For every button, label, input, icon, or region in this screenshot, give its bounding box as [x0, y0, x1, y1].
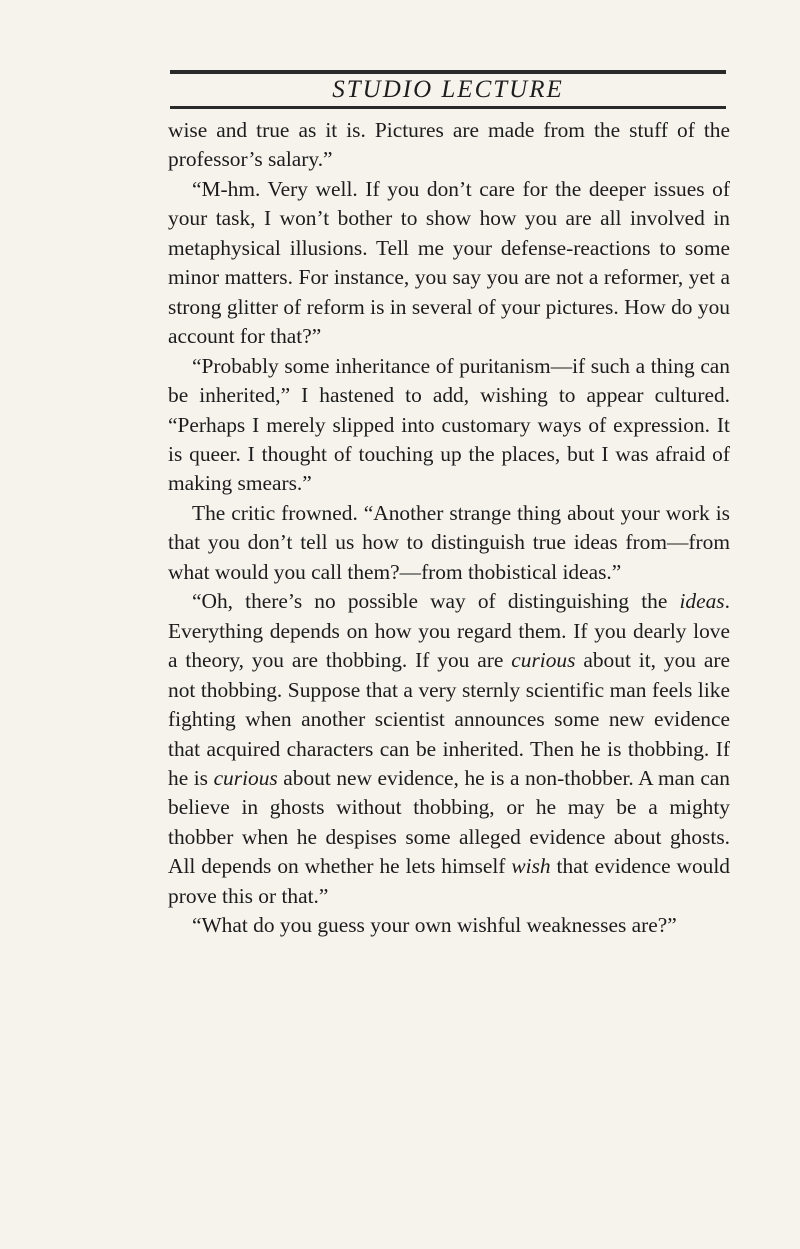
paragraph [168, 499, 730, 587]
paragraph [168, 116, 730, 175]
text-segment: about new evidence, he is a non-thobber. A man can believe in ghosts without thobbing, or he may be a mighty thobber when he despises some alleged evidence about ghosts. All depends on whether he lets himself [168, 765, 730, 879]
paragraph [168, 911, 730, 940]
text-segment: about it, you are not thobbing. Suppose that a very sternly scientific man feels like fighting when another scientist announces some new evidence that acquired characters can be inherited. Then he is thobbing. If he is [168, 648, 730, 790]
italic-emphasis: wish [511, 854, 551, 879]
paragraph [168, 352, 730, 499]
header-rule-bottom [170, 106, 726, 109]
text-segment: wise and true as it is. Pictures are made from the stuff of the professor’s salary.” [168, 118, 730, 172]
text-segment: that evidence would prove this or that.” [168, 854, 730, 908]
italic-emphasis: curious [511, 648, 576, 673]
paragraph [168, 587, 730, 911]
text-segment: “What do you guess your own wishful weaknesses are?” [192, 913, 677, 938]
running-head-title: STUDIO LECTURE [332, 76, 564, 103]
body-text [168, 116, 730, 941]
text-segment: “Oh, there’s no possible way of distinguishing the [192, 589, 680, 614]
italic-emphasis: ideas [679, 589, 725, 614]
text-segment: “Probably some inheritance of puritanism—if such a thing can be inherited,” I hastened to add, wishing to appear cultured. “Perhaps I merely slipped into customary ways of expression. It is queer. I thought of touching up the places, but I was afraid of making smears.” [168, 353, 730, 496]
text-segment: “M-hm. Very well. If you don’t care for the deeper issues of your task, I won’t bother to show how you are all involved in metaphysical illusions. Tell me your defense-reactions to some minor matters. For instance, you say you are not a reformer, yet a strong glitter of reform is in several of your pictures. How do you account for that?” [168, 176, 730, 349]
text-segment: The critic frowned. “Another strange thing about your work is that you don’t tell us how to distinguish true ideas from—from what would you call them?—from thobistical ideas.” [168, 500, 730, 584]
paragraph [168, 175, 730, 352]
italic-emphasis: curious [213, 765, 278, 790]
header-rule-top [170, 70, 726, 74]
text-segment: . Everything depends on how you regard them. If you dearly love a theory, you are thobbing. If you are [168, 589, 730, 673]
